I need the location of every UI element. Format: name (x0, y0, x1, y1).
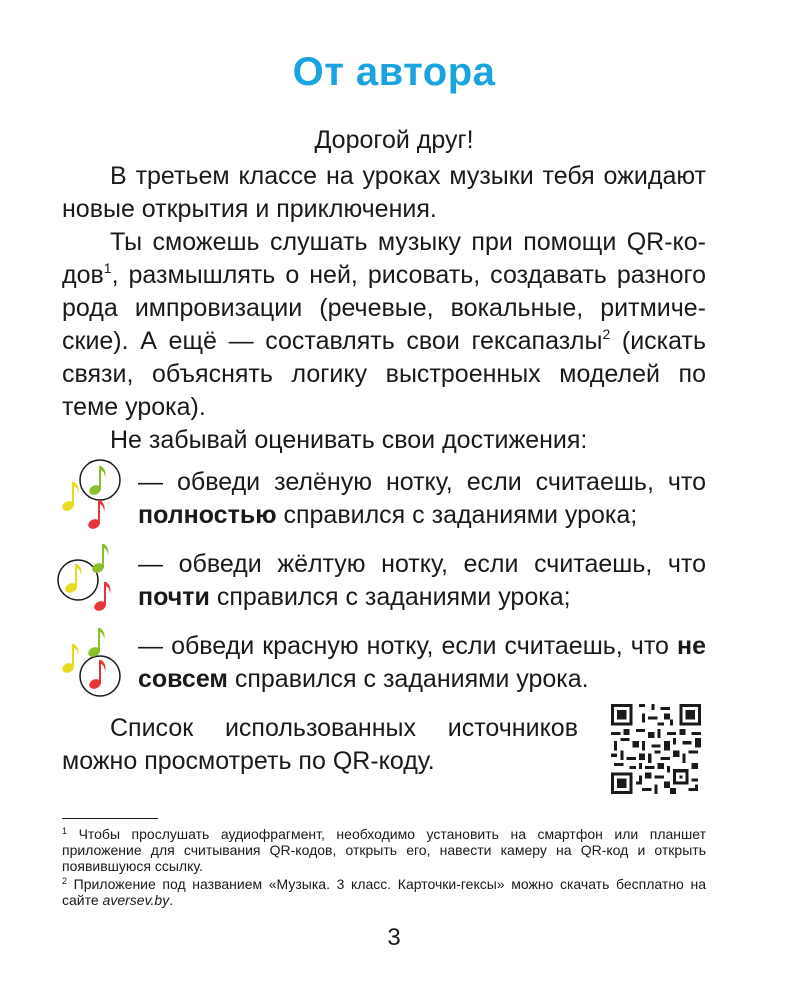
item-red-text: — обведи красную нотку, если считаешь, что (138, 632, 677, 660)
item-green-text: — обведи зелёную нотку, если считаешь, что (138, 468, 706, 496)
paragraph-activities-part1: Ты сможешь слушать музыку при помощи QR-кодов (62, 228, 706, 289)
footnote-2-text-end: . (169, 892, 174, 908)
paragraph-activities-part3: (искать связи, объяснять логику выстроенных моделей по теме урока). (62, 327, 706, 421)
assessment-item-yellow (138, 548, 706, 614)
assessment-item-green (138, 466, 706, 532)
item-red-bold: не совсем (138, 632, 706, 693)
notes-yellow-circled-icon (56, 540, 132, 616)
qr-code-icon[interactable] (611, 704, 701, 794)
sources-text: Список использованных источников можно просмотреть по QR-коду. (62, 714, 578, 775)
greeting: Дорогой друг! (314, 126, 474, 154)
footnote-1-number: 1 (62, 826, 68, 836)
page-number: 3 (387, 924, 401, 951)
footnote-2-text: Приложение под названием «Музыка. 3 класс. Карточки-гексы» можно скачать бесплатно на сайте (62, 876, 707, 908)
footnote-2-number: 2 (62, 876, 68, 886)
item-green-bold: полностью (138, 501, 277, 529)
item-red-text-end: справился с заданиями урока. (227, 665, 589, 693)
notes-red-circled-icon (56, 622, 132, 698)
footnote-2-site-link[interactable]: aversev.by (102, 892, 170, 908)
assessment-item-red (138, 630, 706, 696)
item-green-text-end: справился с заданиями урока; (276, 501, 638, 529)
paragraph-intro: В третьем классе на уроках музыки тебя ожидают новые открытия и приключения. (62, 162, 706, 223)
notes-green-circled-icon (56, 458, 132, 534)
footnote-1 (62, 826, 706, 874)
page-title: От автора (292, 50, 496, 94)
item-yellow-text: — обведи жёлтую нотку, если считаешь, что (138, 550, 706, 578)
paragraph-assessment: Не забывай оценивать свои достижения: (110, 426, 588, 454)
item-yellow-bold: почти (138, 583, 210, 611)
footnote-divider (62, 818, 158, 819)
footnote-ref-2[interactable]: 2 (602, 326, 611, 342)
footnote-1-text: Чтобы прослушать аудиофрагмент, необходимо установить на смартфон или планшет приложение для считывания QR-кодов, открыть его, навести камеру на QR-код и открыть появившуюся ссылку. (62, 826, 706, 874)
item-yellow-text-end: справился с заданиями урока; (209, 583, 571, 611)
footnote-ref-1[interactable]: 1 (103, 260, 112, 276)
footnote-2 (62, 876, 706, 908)
paragraph-activities-part2: , размышлять о ней, рисовать, создавать разного рода импровизации (речевые, вокальные, ритмические). А ещё — составлять свои гексапазлы (62, 261, 706, 355)
paragraph-activities (62, 226, 706, 424)
